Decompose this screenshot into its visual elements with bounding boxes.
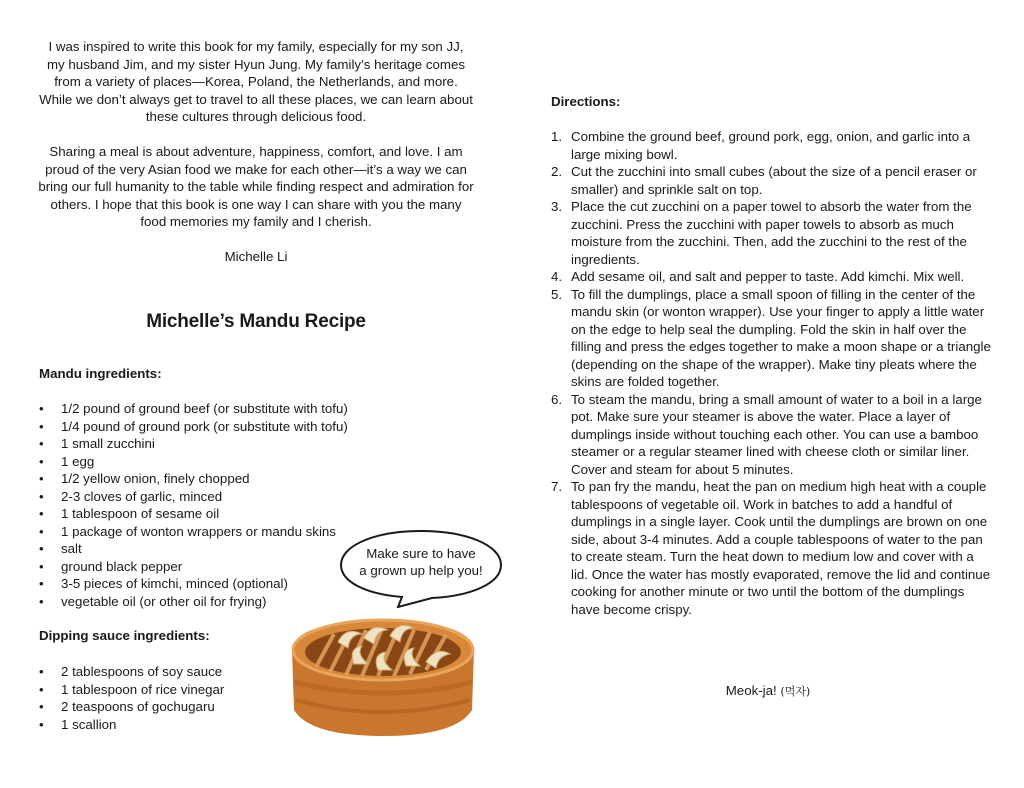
direction-step [551,128,991,163]
direction-step [551,391,991,479]
step-number: 1. [551,129,563,144]
step-number: 7. [551,479,563,494]
ingredient-item: • vegetable oil (or other oil for frying) [39,593,348,611]
step-number: 3. [551,199,563,214]
speech-bubble [338,528,504,608]
ingredient-item: • 1/4 pound of ground pork (or substitute with tofu) [39,418,348,436]
right-page [512,0,1024,788]
ingredient-item: • 2 teaspoons of gochugaru [39,698,224,716]
bubble-line-2: a grown up help you! [359,563,483,578]
ingredient-item: • 1 tablespoon of rice vinegar [39,681,224,699]
direction-step [551,268,991,286]
ingredient-item: • 1 small zucchini [39,435,348,453]
step-text: To fill the dumplings, place a small spoon of filling in the center of the mandu skin (or wonton wrapper). Use your finger to apply a little water on the edge to help seal the dumpling. Fold the skin in half over the filling and press the edges together to make a moon shape or a triangle (depending on the shape of the wrapper). Make tiny pleats where the skins are folded together. [571,286,991,389]
step-text: Add sesame oil, and salt and pepper to taste. Add kimchi. Mix well. [571,269,965,284]
ingredient-item: • 1 scallion [39,716,224,734]
dipping-sauce-heading: Dipping sauce ingredients: [39,628,210,643]
author-signature: Michelle Li [224,249,288,264]
step-number: 2. [551,164,563,179]
directions-heading: Directions: [551,94,621,109]
bubble-line-1: Make sure to have [366,546,476,561]
step-text: Place the cut zucchini on a paper towel to absorb the water from the zucchini. Press the zucchini with paper towels to absorb as much moisture from the zucchini. Then, add the zucchini to the rest of the ingredients. [571,199,972,267]
dipping-sauce-list [39,663,224,733]
mandu-ingredients-list [39,400,348,610]
ingredient-item: • 2 tablespoons of soy sauce [39,663,224,681]
direction-step [551,286,991,391]
ingredient-item: • 1 tablespoon of sesame oil [39,505,348,523]
closing-korean: (먹자) [780,685,811,698]
ingredient-item: • 2-3 cloves of garlic, minced [39,488,348,506]
ingredient-item: • 1/2 pound of ground beef (or substitute with tofu) [39,400,348,418]
direction-step [551,478,991,618]
step-text: Cut the zucchini into small cubes (about the size of a pencil eraser or smaller) and sprinkle salt on top. [571,164,977,197]
ingredient-item: • salt [39,540,348,558]
ingredient-item: • 3-5 pieces of kimchi, minced (optional) [39,575,348,593]
bamboo-steamer-icon [286,612,480,740]
ingredient-item: • 1/2 yellow onion, finely chopped [39,470,348,488]
mandu-ingredients-heading: Mandu ingredients: [39,366,162,381]
speech-bubble-text [338,545,504,579]
step-text: To steam the mandu, bring a small amount of water to a boil in a large pot. Make sure your steamer is above the water. Place a layer of dumplings inside without touching each other. You can use a bamboo steamer or a regular steamer lined with cheese cloth or similar liner. Cover and steam for about 5 minutes. [571,391,982,477]
closing-text: Meok-ja! [725,683,777,698]
intro-paragraph-2: Sharing a meal is about adventure, happiness, comfort, and love. I am proud of the very Asian food we make for each other—it’s a way we can bring our full humanity to the table while finding respect and admiration for others. I hope that this book is one way I can share with you the many food memories my family and I cherish. [38,144,474,229]
step-number: 4. [551,269,563,284]
ingredient-item: • 1 package of wonton wrappers or mandu skins [39,523,348,541]
direction-step [551,198,991,268]
step-text: Combine the ground beef, ground pork, egg, onion, and garlic into a large mixing bowl. [571,129,971,162]
directions-list [551,128,991,618]
intro-text [38,38,474,283]
direction-step [551,163,991,198]
closing-line [512,683,1024,699]
step-number: 5. [551,286,563,302]
step-text: To pan fry the mandu, heat the pan on medium high heat with a couple tablespoons of vegetable oil. Work in batches to add a handful of dumplings in a single layer. Cook until the dumplings are brown on one side, about 3-4 minutes. Add a couple tablespoons of water to the pan to create steam. Turn the heat down to medium low and cover with a lid. Once the water has mostly evaporated, remove the lid and continue cooking for another minute or two until the bottom of the dumplings have become crispy. [571,479,991,617]
intro-paragraph-1: I was inspired to write this book for my family, especially for my son JJ, my husband Jim, and my sister Hyun Jung. My family’s heritage comes from a variety of places—Korea, Poland, the Netherlands, and more. While we don’t always get to travel to all these places, we can learn about these cultures through delicious food. [39,39,473,124]
recipe-title: Michelle’s Mandu Recipe [146,311,366,332]
ingredient-item: • 1 egg [39,453,348,471]
step-number: 6. [551,391,563,407]
ingredient-item: • ground black pepper [39,558,348,576]
